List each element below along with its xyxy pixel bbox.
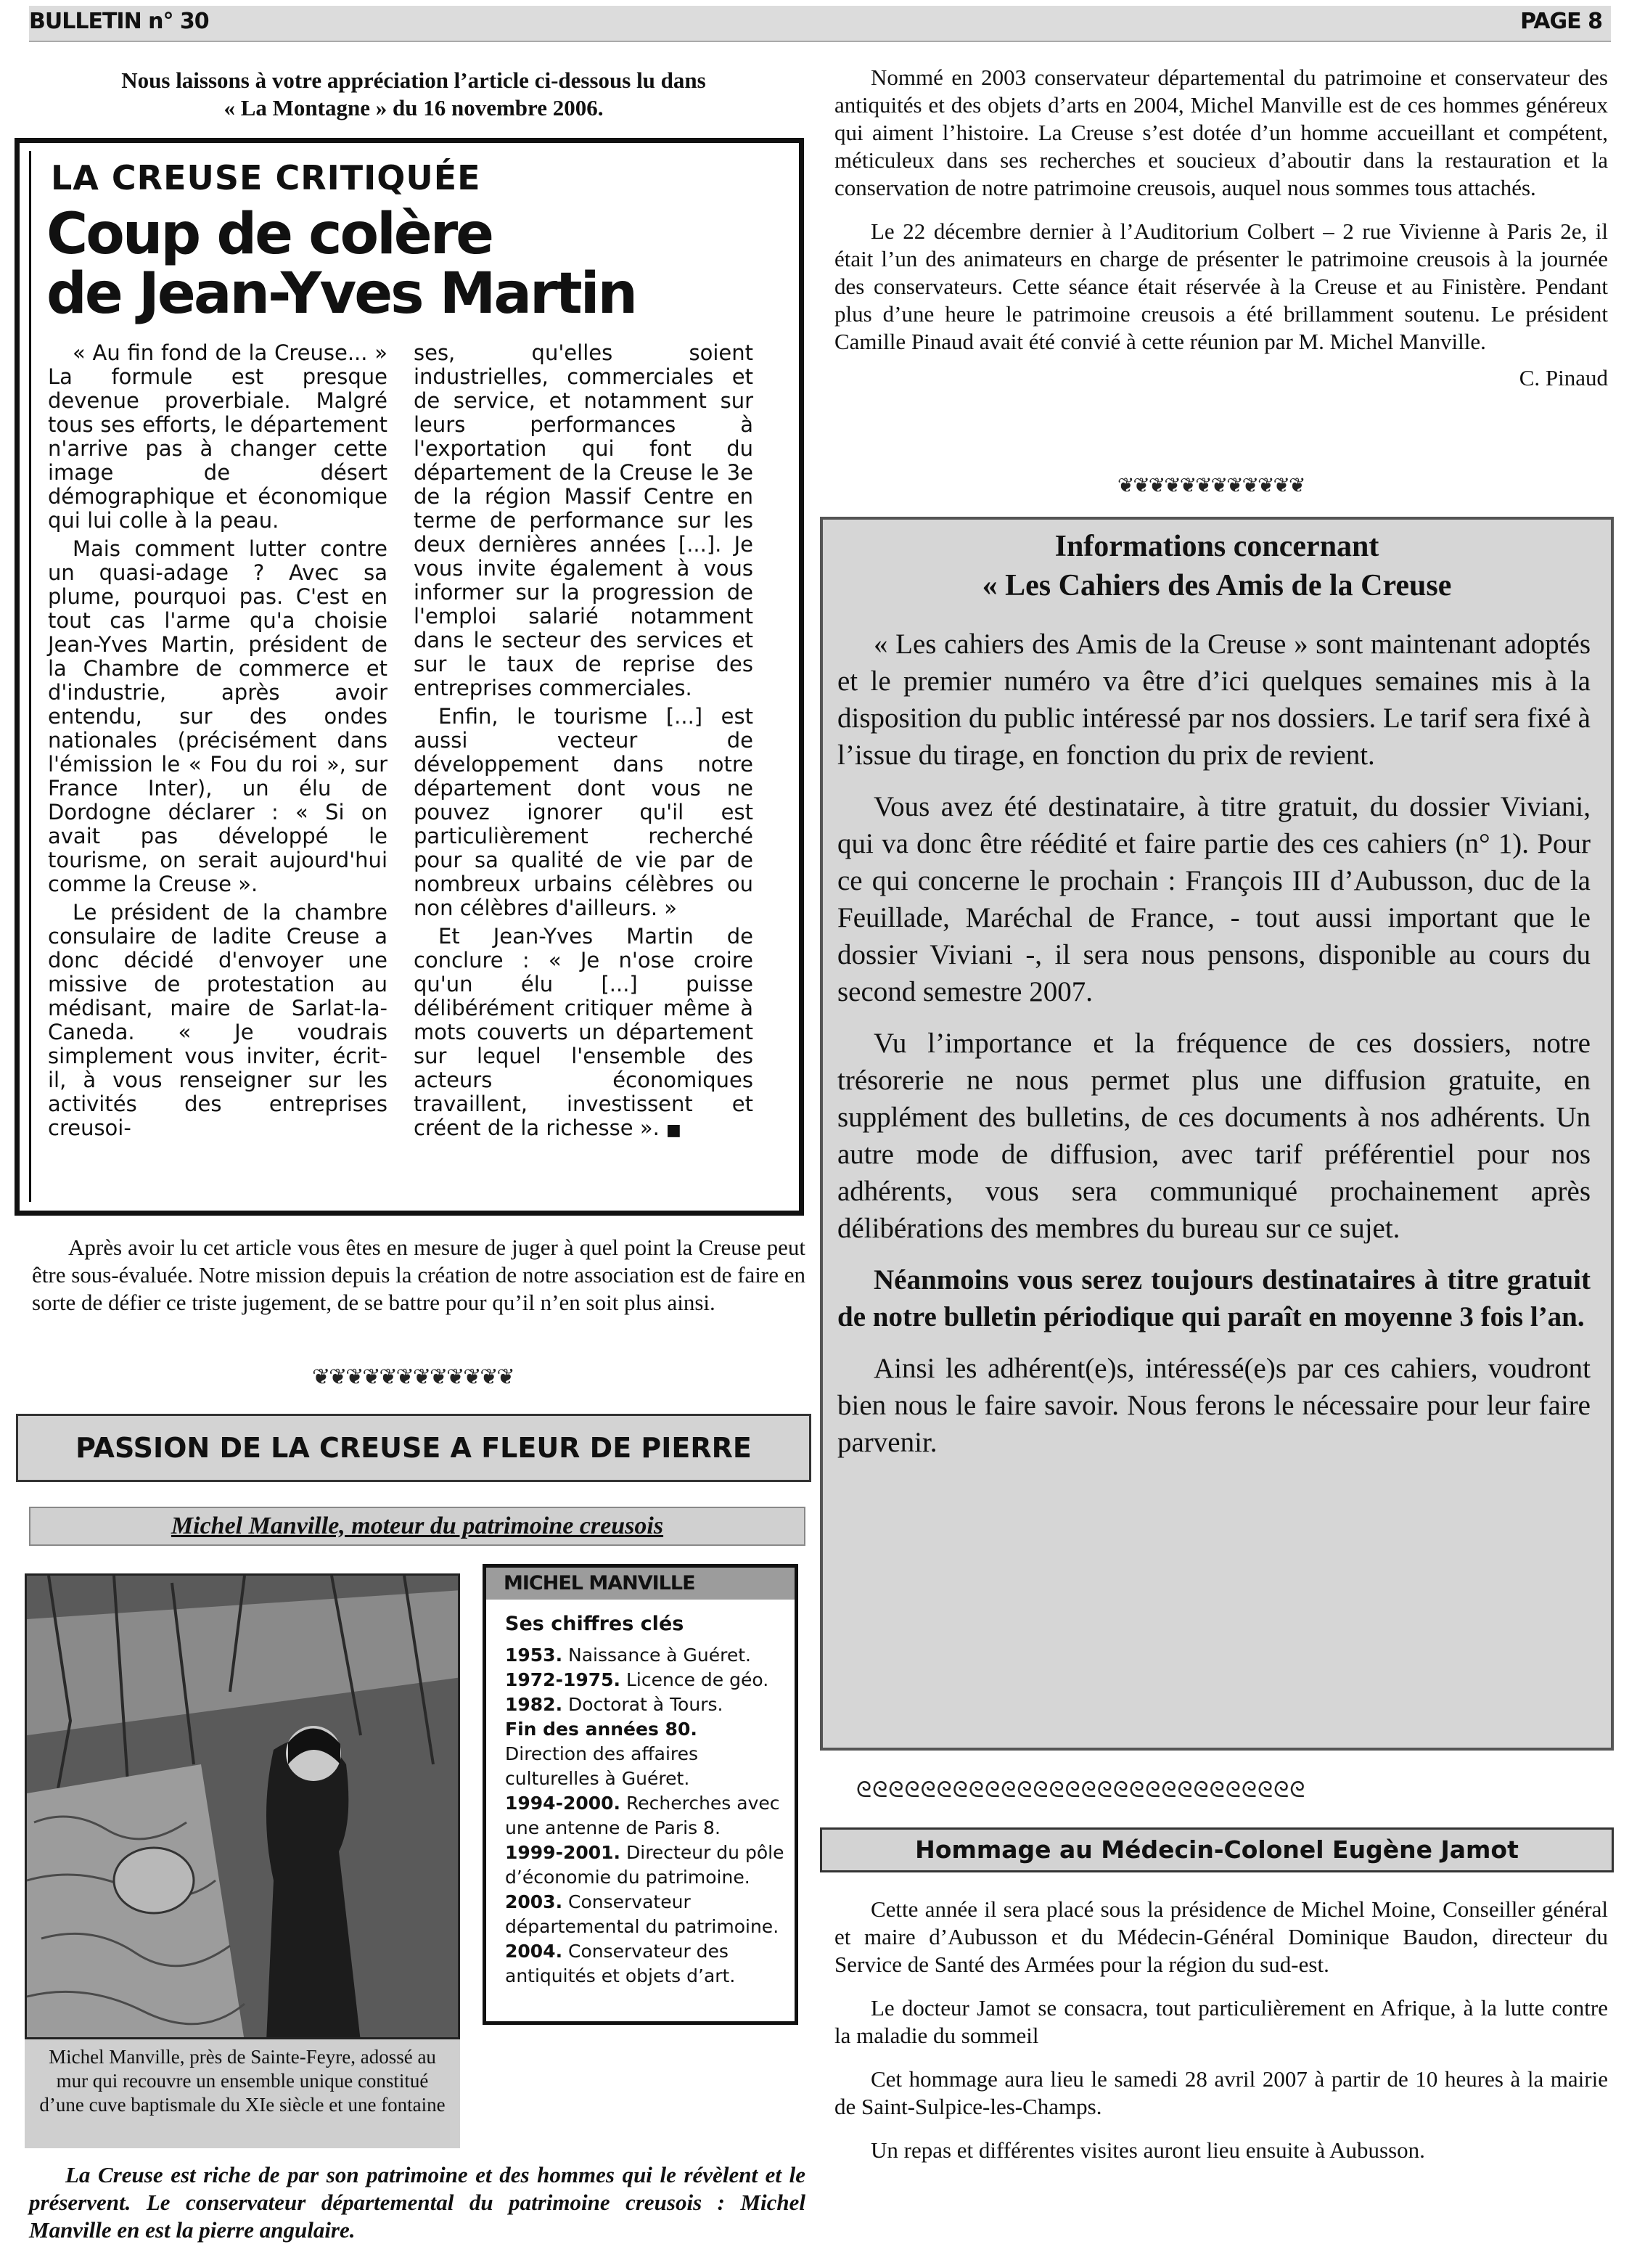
article-paragraph: Nommé en 2003 conservateur départemental du patrimoine et conservateur des antiquités et des objets d’arts en 2004, Michel Manville est de ces hommes généreux qui aiment l’histoire. La Creuse s’est dotée d’un homme accueillant et compétent, méticuleux dans ses recherches et soucieux d’aboutir dans la restauration et la conservation de notre patrimoine creusois, auquel nous sommes tous attachés. — [834, 65, 1608, 200]
cahiers-paragraph: Vu l’importance et la fréquence de ces dossiers, notre trésorerie ne nous permet plus une diffusion gratuite, en supplément des bulletins, de ces documents à nos adhérents. Un autre mode de diffusion, avec tarif préférentiel pour nos adhérents, vous sera communiqué prochainement après délibérations des membres du bureau sur ce sujet. — [837, 1028, 1591, 1244]
key-figure-year: 1953. — [505, 1645, 563, 1666]
key-figure-year: 2004. — [505, 1941, 563, 1962]
cahiers-title-line-2: « Les Cahiers des Amis de la Creuse — [982, 569, 1452, 602]
passion-closing: La Creuse est riche de par son patrimoine et des hommes qui le révèlent et le préservent. Le conservateur départemental du patrimoine creusois : Michel Manville en est la pierre angulaire. — [29, 2162, 805, 2243]
key-figure-year: 2003. — [505, 1891, 563, 1912]
key-figure-row — [505, 1890, 784, 1939]
key-figure-text: Direction des affaires culturelles à Guéret. — [505, 1743, 699, 1789]
hommage-title: Hommage au Médecin-Colonel Eugène Jamot — [915, 1835, 1519, 1864]
key-figures-box — [483, 1564, 798, 2025]
hommage-header — [820, 1827, 1614, 1872]
ornament-divider: ❦❦❦❦❦❦❦❦❦❦❦❦ — [312, 1364, 514, 1390]
key-figure-row — [505, 1692, 784, 1717]
clipping-paragraph: ses, qu'elles soient industrielles, commerciales et de service, et notamment sur leurs performances à l'exportation qui font du département de la Creuse le 3e de la région Massif Centre en terme de performance sur les deux dernières années [...]. Je vous invite également à vous informer sur la progression de l'emploi salarié notamment dans le secteur des services et sur le taux de reprise des entreprises commerciales. — [414, 340, 753, 700]
hommage-paragraph: Le docteur Jamot se consacra, tout particulièrement en Afrique, à la lutte contre la maladie du sommeil — [834, 1995, 1608, 2048]
ornament-divider-long: ᘓᘓᘓᘓᘓᘓᘓᘓᘓᘓᘓᘓᘓᘓᘓᘓᘓᘓᘓᘓᘓᘓᘓᘓᘓᘓᘓᘓ — [856, 1778, 1306, 1802]
intro-line-2: « La Montagne » du 16 novembre 2006. — [223, 95, 604, 120]
clipping-column-2 — [414, 341, 753, 1147]
key-figure-text: Licence de géo. — [626, 1669, 769, 1690]
clipping-paragraph-text: Et Jean-Yves Martin de conclure : « Je n'ose croire qu'un élu [...] puisse délibérément critiquer même à mots couverts un département sur lequel l'ensemble des acteurs économiques travaillent, investissent et créent de la richesse ». — [414, 924, 753, 1140]
photo-caption-box — [25, 2039, 460, 2148]
ornament-divider: ❦❦❦❦❦❦❦❦❦❦❦❦ — [1117, 473, 1305, 497]
page-number: PAGE 8 — [1520, 9, 1602, 34]
bulletin-number: BULLETIN n° 30 — [29, 9, 209, 34]
hommage-paragraph: Cette année il sera placé sous la présidence de Michel Moine, Conseiller général et maire d’Aubusson et du Médecin-Général Dominique Baudon, directeur du Service de Santé des Armées pour la région du sud-est. — [834, 1896, 1608, 1977]
manville-article — [834, 64, 1608, 392]
key-figure-row — [505, 1717, 784, 1791]
key-figures-header: MICHEL MANVILLE — [486, 1568, 795, 1600]
key-figure-year: 1999-2001. — [505, 1842, 621, 1863]
clipping-kicker: LA CREUSE CRITIQUÉE — [51, 158, 481, 197]
key-figure-year: 1982. — [505, 1694, 563, 1715]
key-figure-text: Directeur du pôle d’économie du patrimoine. — [505, 1842, 784, 1888]
header-bar — [29, 6, 1611, 42]
key-figure-text: Conservateur des antiquités et objets d’art. — [505, 1941, 736, 1986]
key-figure-year: Fin des années 80. — [505, 1719, 697, 1740]
cahiers-content — [823, 605, 1611, 1461]
hommage-body — [834, 1896, 1608, 2180]
photo-caption: Michel Manville, près de Sainte-Feyre, adossé au mur qui recouvre un ensemble unique constitué d’une cuve baptismale du XIe siècle et une fontaine — [39, 2046, 446, 2116]
passion-title: PASSION DE LA CREUSE A FLEUR DE PIERRE — [75, 1432, 752, 1464]
after-article-paragraph: Après avoir lu cet article vous êtes en mesure de juger à quel point la Creuse peut être sous-évaluée. Notre mission depuis la création de notre association est de faire en sorte de défier ce triste jugement, de se battre pour qu’il n’en soit plus ainsi. — [32, 1235, 805, 1315]
key-figure-row — [505, 1668, 784, 1692]
manville-photo — [25, 1573, 460, 2039]
key-figure-year: 1972-1975. — [505, 1669, 621, 1690]
clipping-paragraph: Enfin, le tourisme [...] est aussi vecteur de développement dans notre département dont vous ne pouvez ignorer qu'il est particulièrement recherché pour sa qualité de vie par de nombreux urbains célèbres ou non célèbres d'ailleurs. » — [414, 704, 753, 920]
clipping-paragraph: « Au fin fond de la Creuse... » La formule est presque devenue proverbiale. Malgré tous ses efforts, le département n'arrive pas à changer cette image de désert démographique et économique qui lui colle à la peau. — [48, 340, 387, 533]
intro-line-1: Nous laissons à votre appréciation l’article ci-dessous lu dans — [121, 67, 706, 93]
key-figure-row — [505, 1643, 784, 1668]
end-mark: ■ — [666, 1121, 681, 1139]
passion-subtitle-bar — [29, 1507, 805, 1546]
cahiers-paragraph: Ainsi les adhérent(e)s, intéressé(e)s par ces cahiers, voudront bien nous le faire savoir. Nous ferons le nécessaire pour leur faire parvenir. — [837, 1353, 1591, 1458]
key-figure-row — [505, 1939, 784, 1989]
article-signature: C. Pinaud — [1519, 365, 1608, 390]
clipping-paragraph — [414, 925, 753, 1142]
cahiers-paragraph-bold: Néanmoins vous serez toujours destinataires à titre gratuit de notre bulletin périodique qui paraît en moyenne 3 fois l’an. — [837, 1264, 1591, 1332]
cahiers-paragraph: « Les cahiers des Amis de la Creuse » sont maintenant adoptés et le premier numéro va être d’ici quelques semaines mis à la disposition du public intéressé par nos dossiers. Le tarif sera fixé à l’issue du tirage, en fonction du prix de revient. — [837, 629, 1591, 771]
passion-subtitle: Michel Manville, moteur du patrimoine creusois — [171, 1512, 664, 1539]
key-figures-title: Ses chiffres clés — [505, 1613, 684, 1635]
clipping-paragraph: Le président de la chambre consulaire de ladite Creuse a donc décidé d'envoyer une missive de protestation au médisant, maire de Sarlat-la-Caneda. « Je voudrais simplement vous inviter, écrit-il, à vous renseigner sur les activités des entreprises creusoi- — [48, 900, 387, 1140]
key-figure-year: 1994-2000. — [505, 1793, 621, 1814]
hommage-paragraph: Un repas et différentes visites auront lieu ensuite à Aubusson. — [871, 2137, 1425, 2163]
cahiers-info-box — [820, 517, 1614, 1751]
cahiers-title-line-1: Informations concernant — [1054, 530, 1379, 563]
headline-line-1: Coup de colère — [46, 202, 493, 267]
article-paragraph: Le 22 décembre dernier à l’Auditorium Colbert – 2 rue Vivienne à Paris 2e, il était l’un des animateurs en charge de présenter le patrimoine creusois à la journée des conservateurs. Cette séance était réservée à la Creuse et au Finistère. Pendant plus d’une heure le patrimoine creusois a été brillamment soutenu. Le président Camille Pinaud avait été convié à cette réunion par M. Michel Manville. — [834, 218, 1608, 354]
cahiers-title — [823, 527, 1611, 605]
key-figures-content — [486, 1600, 795, 1989]
key-figure-row — [505, 1841, 784, 1890]
key-figure-text: Naissance à Guéret. — [568, 1645, 752, 1666]
key-figure-row — [505, 1791, 784, 1841]
headline-line-2: de Jean-Yves Martin — [46, 261, 636, 327]
hommage-paragraph: Cet hommage aura lieu le samedi 28 avril 2007 à partir de 10 heures à la mairie de Saint-Sulpice-les-Champs. — [834, 2066, 1608, 2119]
intro — [29, 67, 798, 122]
clipping-column-1 — [48, 341, 387, 1145]
key-figure-text: Recherches avec une antenne de Paris 8. — [505, 1793, 780, 1838]
clipping-paragraph: Mais comment lutter contre un quasi-adage ? Avec sa plume, pourquoi pas. C'est en tout cas l'arme qu'a choisie Jean-Yves Martin, président de la Chambre de commerce et d'industrie, après avoir entendu, sur des ondes nationales (précisément dans l'émission le « Fou du roi », sur France Inter), un élu de Dordogne déclarer : « Si on avait pas développé le tourisme, on serait aujourd'hui comme la Creuse ». — [48, 536, 387, 896]
key-figure-text: Doctorat à Tours. — [568, 1694, 723, 1715]
passion-section-header — [16, 1414, 811, 1482]
clipping-headline — [46, 202, 636, 327]
key-figure-text: Conservateur départemental du patrimoine. — [505, 1891, 779, 1937]
cahiers-paragraph: Vous avez été destinataire, à titre gratuit, du dossier Viviani, qui va donc être réédité et faire partie des ces cahiers (n° 1). Pour ce qui concerne le prochain : François III d’Aubusson, duc de la Feuillade, Maréchal de France, - tout aussi important que le dossier Viviani -, il sera nous pensons, disponible au cours du second semestre 2007. — [837, 791, 1591, 1007]
